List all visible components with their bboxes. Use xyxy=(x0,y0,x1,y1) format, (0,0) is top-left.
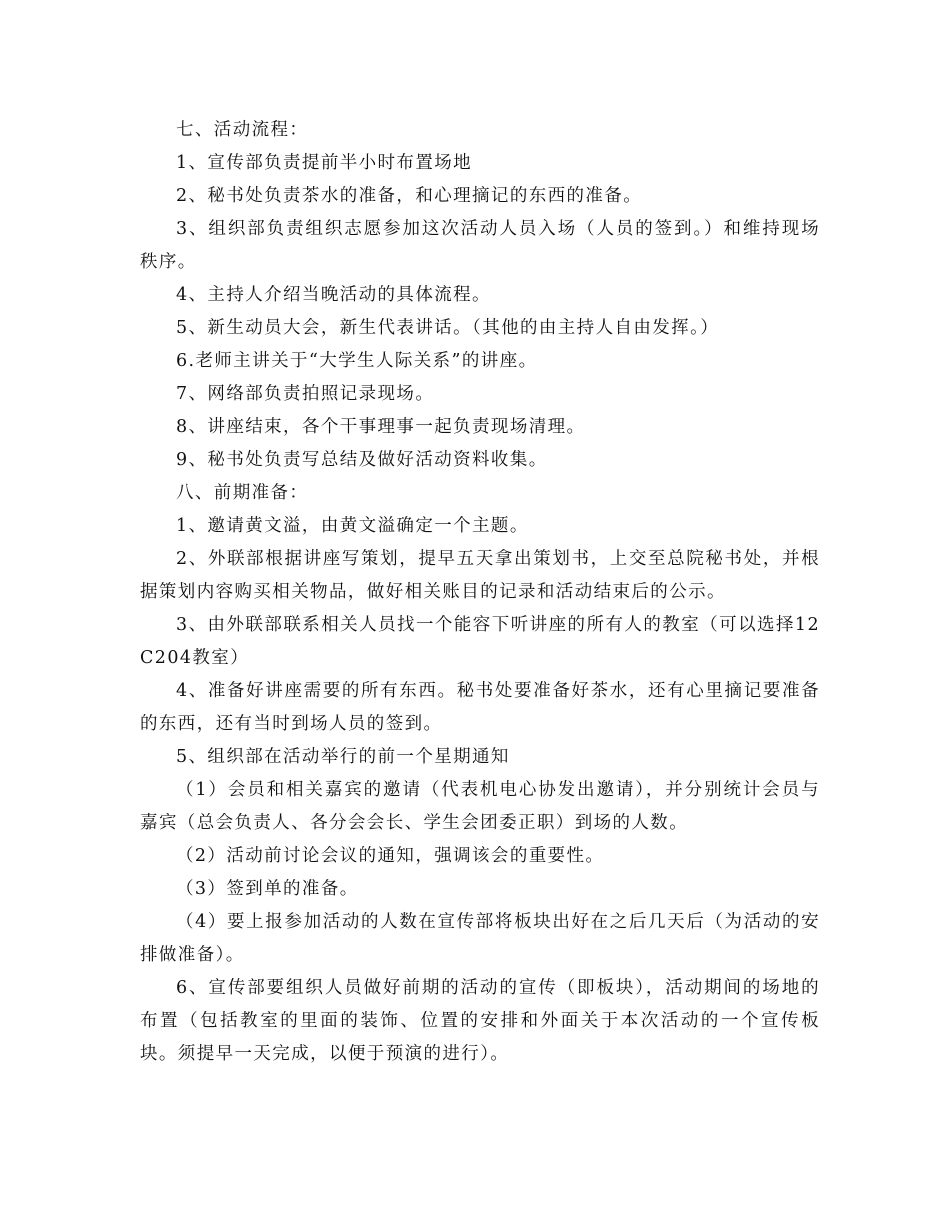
prep-item-2: 2、外联部根据讲座写策划，提早五天拿出策划书，上交至总院秘书处，并根据策划内容购买相关物品，做好相关账目的记录和活动结束后的公示。 xyxy=(140,549,820,602)
section-heading-preparation: 八、前期准备： xyxy=(176,483,309,503)
flow-item-4: 4、主持人介绍当晚活动的具体流程。 xyxy=(176,285,491,305)
prep-subitem-3: （3）签到单的准备。 xyxy=(176,879,359,899)
prep-subitem-1: （1）会员和相关嘉宾的邀请（代表机电心协发出邀请），并分别统计会员与嘉宾（总会负责人、各分会会长、学生会团委正职）到场的人数。 xyxy=(140,780,820,833)
document-page xyxy=(140,114,820,1071)
flow-item-7: 7、网络部负责拍照记录现场。 xyxy=(176,384,435,404)
prep-subitem-2: （2）活动前讨论会议的通知，强调该会的重要性。 xyxy=(176,846,605,866)
flow-item-5: 5、新生动员大会，新生代表讲话。（其他的由主持人自由发挥。） xyxy=(176,318,720,338)
flow-item-1: 1、宣传部负责提前半小时布置场地 xyxy=(176,153,473,173)
flow-item-9: 9、秘书处负责写总结及做好活动资料收集。 xyxy=(176,450,548,470)
flow-item-6: 6.老师主讲关于“大学生人际关系”的讲座。 xyxy=(176,351,538,371)
prep-item-5: 5、组织部在活动举行的前一个星期通知 xyxy=(176,747,510,767)
prep-subitem-4: （4）要上报参加活动的人数在宣传部将板块出好在之后几天后（为活动的安排做准备）。 xyxy=(140,912,820,965)
prep-item-4: 4、准备好讲座需要的所有东西。秘书处要准备好茶水，还有心里摘记要准备的东西，还有当时到场人员的签到。 xyxy=(140,681,820,734)
flow-item-8: 8、讲座结束，各个干事理事一起负责现场清理。 xyxy=(176,417,586,437)
prep-item-6: 6、宣传部要组织人员做好前期的活动的宣传（即板块），活动期间的场地的布置（包括教室的里面的装饰、位置的安排和外面关于本次活动的一个宣传板块。须提早一天完成，以便于预演的进行）。 xyxy=(140,978,820,1064)
prep-item-3: 3、由外联部联系相关人员找一个能容下听讲座的所有人的教室（可以选择12C204教室） xyxy=(140,615,820,668)
flow-item-3: 3、组织部负责组织志愿参加这次活动人员入场（人员的签到。）和维持现场秩序。 xyxy=(140,219,820,272)
flow-item-2: 2、秘书处负责茶水的准备，和心理摘记的东西的准备。 xyxy=(176,186,643,206)
prep-item-1: 1、邀请黄文溢，由黄文溢确定一个主题。 xyxy=(176,516,529,536)
section-heading-activity-flow: 七、活动流程： xyxy=(176,120,309,140)
